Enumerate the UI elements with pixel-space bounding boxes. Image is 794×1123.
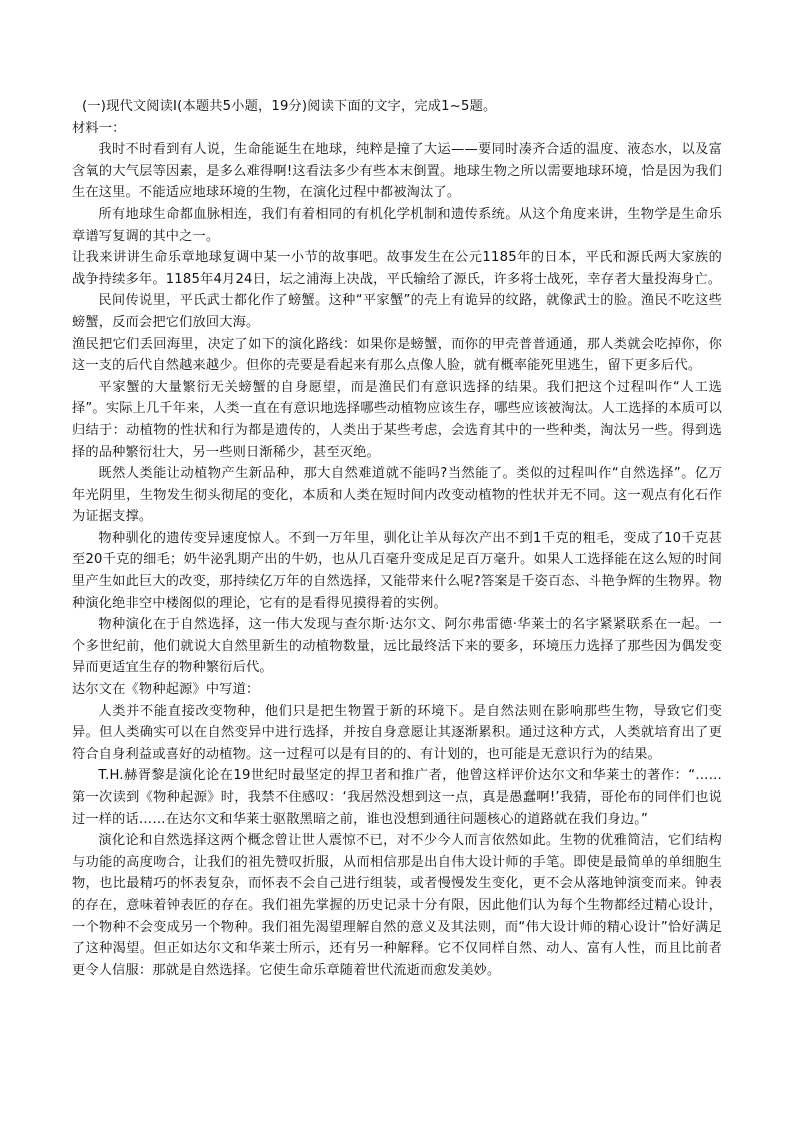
paragraph: 物种演化在于自然选择，这一伟大发现与查尔斯·达尔文、阿尔弗雷德·华莱士的名字紧紧联系在一起。一个多世纪前，他们就说大自然里新生的动植物数量，远比最终活下来的要多，环境压力选择了那些因为偶发变异而更适宜生存的物种繁衍后代。 (72, 617, 722, 676)
paragraph: 达尔文在《物种起源》中写道： (72, 682, 260, 698)
quote-paragraph: 人类并不能直接改变物种，他们只是把生物置于新的环境下。是自然法则在影响那些生物，导致它们变异。但人类确实可以在自然变异中进行选择，并按自身意愿让其逐渐累积。通过这种方式，人类就培育出了更符合自身利益或喜好的动植物。这一过程可以是有目的的、有计划的，也可能是无意识行为的结果。 (72, 703, 722, 762)
paragraph: 民间传说里，平氏武士都化作了螃蟹。这种“平家蟹”的壳上有诡异的纹路，就像武士的脸。渔民不吃这些螃蟹，反而会把它们放回大海。 (72, 293, 722, 330)
paragraph: 渔民把它们丢回海里，决定了如下的演化路线：如果你是螃蟹，而你的甲壳普普通通，那人类就会吃掉你，你这一支的后代自然越来越少。但你的壳要是看起来有那么点像人脸，就有概率能死里逃生，留下更多后代。 (72, 336, 722, 374)
paragraph: 让我来讲讲生命乐章地球复调中某一小节的故事吧。故事发生在公元1185年的日本，平氏和源氏两大家族的战争持续多年。1185年4月24日，坛之浦海上决战，平氏输给了源氏，许多将士战死，幸存者大量投海身亡。 (72, 250, 722, 287)
section-heading: (一)现代文阅读Ⅰ(本题共5小题，19分)阅读下面的文字，完成1~5题。 (82, 99, 497, 114)
paragraph: 我时不时看到有人说，生命能诞生在地球，纯粹是撞了大运——要同时凑齐合适的温度、液态水，以及富含氧的大气层等因素，是多么难得啊!这看法多少有些本末倒置。地球生物之所以需要地球环境，恰是因为我们生在这里。不能适应地球环境的生物，在演化过程中都被淘汰了。 (72, 142, 722, 201)
material-label: 材料一： (72, 120, 126, 136)
paragraph: 既然人类能让动植物产生新品种，那大自然难道就不能吗?当然能了。类似的过程叫作“自然选择”。亿万年光阴里，生物发生彻头彻尾的变化，本质和人类在短时间内改变动植物的性状并无不同。这一观点有化石作为证据支撑。 (72, 466, 722, 525)
paragraph: 演化论和自然选择这两个概念曾让世人震惊不已，对不少今人而言依然如此。生物的优雅简洁，它们结构与功能的高度吻合，让我们的祖先赞叹折服，从而相信那是出自伟大设计师的手笔。即使是最简单的单细胞生物，也比最精巧的怀表复杂，而怀表不会自己进行组装，或者慢慢发生变化，更不会从落地钟演变而来。钟表的存在，意味着钟表匠的存在。我们祖先掌握的历史记录十分有限，因此他们认为每个生物都经过精心设计，一个物种不会变成另一个物种。我们祖先渴望理解自然的意义及其法则，而“伟大设计师的精心设计”恰好满足了这种渴望。但正如达尔文和华莱士所示，还有另一种解释。它不仅同样自然、动人、富有人性，而且比前者更令人信服：那就是自然选择。它使生命乐章随着世代流逝而愈发美妙。 (72, 833, 722, 978)
paragraph: T.H.赫胥黎是演化论在19世纪时最坚定的捍卫者和推广者，他曾这样评价达尔文和华莱士的著作：“……第一次读到《物种起源》时，我禁不住感叹：‘我居然没想到这一点，真是愚蠢啊!’我猜，哥伦布的同伴们也说过一样的话……在达尔文和华莱士驱散黑暗之前，谁也没想到通往问题核心的道路就在我们身边。” (72, 768, 722, 827)
paragraph: 所有地球生命都血脉相连，我们有着相同的有机化学机制和遗传系统。从这个角度来讲，生物学是生命乐章谱写复调的其中之一。 (72, 206, 722, 244)
paragraph: 物种驯化的遗传变异速度惊人。不到一万年里，驯化让羊从每次产出不到1千克的粗毛，变成了10千克甚至20千克的细毛；奶牛泌乳期产出的牛奶，也从几百毫升变成足足百万毫升。如果人工选择能在这么短的时间里产生如此巨大的改变，那持续亿万年的自然选择，又能带来什么呢?答案是千姿百态、斗艳争辉的生物界。物种演化绝非空中楼阁似的理论，它有的是看得见摸得着的实例。 (72, 530, 722, 611)
document-page (72, 96, 722, 981)
paragraph: 平家蟹的大量繁衍无关螃蟹的自身愿望，而是渔民们有意识选择的结果。我们把这个过程叫作“人工选择”。实际上几千年来，人类一直在有意识地选择哪些动植物应该生存，哪些应该被淘汰。人工选择的本质可以归结于：动植物的性状和行为都是遗传的，人类出于某些考虑，会选育其中的一些种类，淘汰另一些。得到选择的品种繁衍壮大，另一些则日渐稀少，甚至灭绝。 (72, 379, 722, 460)
